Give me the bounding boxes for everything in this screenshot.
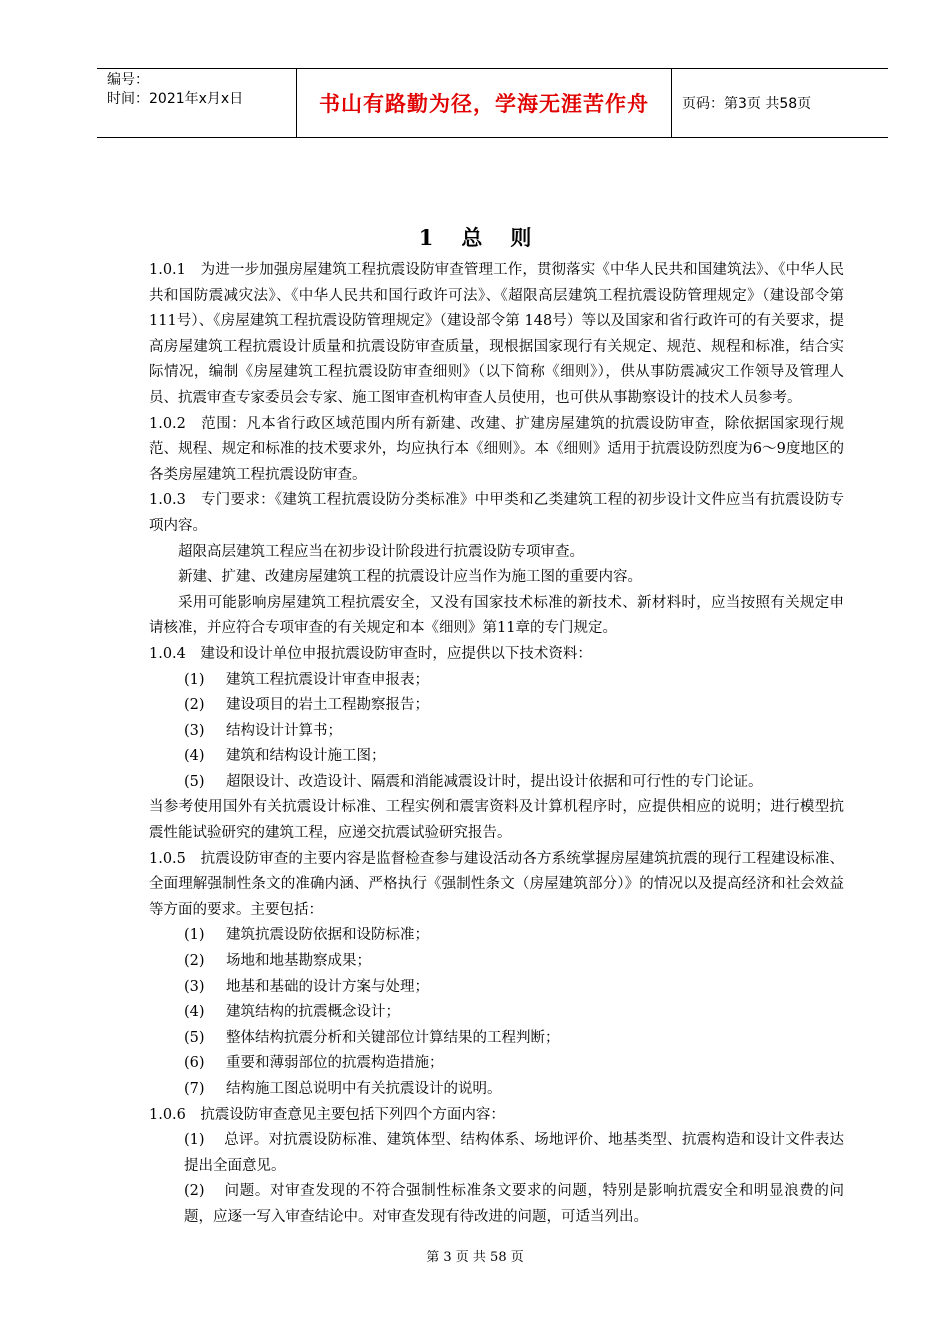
list-item: (1) 建筑工程抗震设计审查申报表； (184, 671, 429, 688)
list-item: (5) 整体结构抗震分析和关键部位计算结果的工程判断； (184, 1029, 560, 1046)
list-item: (3) 地基和基础的设计方案与处理； (184, 978, 429, 995)
clause-1-0-5: 1.0.5 抗震设防审查的主要内容是监督检查参与建设活动各方系统掌握房屋建筑抗震的现行工程建设标准、全面理解强制性条文的准确内涵、严格执行《强制性条文（房屋建筑部分）》的情况以及提高经济和社会效益等方面的要求。主要包括： (149, 850, 844, 918)
list-item: (4) 建筑和结构设计施工图； (184, 748, 386, 765)
chapter-title-char-1: 总 (461, 225, 483, 250)
chapter-title (0, 222, 950, 252)
list-item: (1) 建筑抗震设防依据和设防标准； (184, 927, 429, 944)
list-item: (5) 超限设计、改造设计、隔震和消能减震设计时，提出设计依据和可行性的专门论证。 (184, 773, 763, 790)
clause-1-0-1: 1.0.1 为进一步加强房屋建筑工程抗震设防审查管理工作，贯彻落实《中华人民共和国建筑法》、《中华人民共和国防震减灾法》、《中华人民共和国行政许可法》、《超限高层建筑工程抗震设防管理规定》（建设部令第111号）、《房屋建筑工程抗震设防管理规定》（建设部令第 148号）等以及国家和省行政许可的有关要求，提高房屋建筑工程抗震设计质量和抗震设防审查质量，现根据国家现行有关规定、规范、规程和标准，结合实际情况，编制《房屋建筑工程抗震设防审查细则》（以下简称《细则》），供从事防震减灾工作领导及管理人员、抗震审查专家委员会专家、施工图审查机构审查人员使用，也可供从事勘察设计的技术人员参考。 (149, 262, 844, 406)
list-item: (3) 结构设计计算书； (184, 722, 342, 739)
list-item: (2) 问题。对审查发现的不符合强制性标准条文要求的问题，特别是影响抗震安全和明显浪费的问题，应逐一写入审查结论中。对审查发现有待改进的问题，可适当列出。 (184, 1183, 844, 1225)
page-header (97, 68, 888, 138)
chapter-title-char-2: 则 (510, 225, 532, 250)
number-label: 编号： (107, 72, 149, 88)
list-item: (2) 场地和地基勘察成果； (184, 953, 371, 970)
list-item: (2) 建设项目的岩土工程勘察报告； (184, 697, 429, 714)
clause-1-0-3-para-a: 超限高层建筑工程应当在初步设计阶段进行抗震设防专项审查。 (178, 543, 584, 560)
document-body (149, 258, 844, 1231)
clause-1-0-2: 1.0.2 范围：凡本省行政区域范围内所有新建、改建、扩建房屋建筑的抗震设防审查，除依据国家现行规范、规程、规定和标准的技术要求外，均应执行本《细则》。本《细则》适用于抗震设防烈度为6～9度地区的各类房屋建筑工程抗震设防审查。 (149, 415, 844, 483)
list-item: (1) 总评。对抗震设防标准、建筑体型、结构体系、场地评价、地基类型、抗震构造和设计文件表达提出全面意见。 (184, 1132, 844, 1174)
time-label: 时间：2021年x月x日 (107, 91, 244, 107)
clause-1-0-3-para-b: 新建、扩建、改建房屋建筑工程的抗震设计应当作为施工图的重要内容。 (178, 569, 642, 586)
chapter-number: 1 (418, 225, 434, 250)
clause-1-0-3: 1.0.3 专门要求：《建筑工程抗震设防分类标准》中甲类和乙类建筑工程的初步设计文件应当有抗震设防专项内容。 (149, 492, 844, 534)
list-item: (4) 建筑结构的抗震概念设计； (184, 1004, 400, 1021)
clause-1-0-3-para-c: 采用可能影响房屋建筑工程抗震安全，又没有国家技术标准的新技术、新材料时，应当按照有关规定申请核准，并应符合专项审查的有关规定和本《细则》第11章的专门规定。 (149, 594, 844, 637)
header-meta (97, 69, 297, 137)
clause-1-0-6: 1.0.6 抗震设防审查意见主要包括下列四个方面内容： (149, 1106, 505, 1123)
header-motto: 书山有路勤为径，学海无涯苦作舟 (297, 69, 672, 137)
page-footer: 第 3 页 共 58 页 (426, 1250, 524, 1265)
header-page-info: 页码：第3页 共58页 (682, 96, 812, 112)
list-item: (6) 重要和薄弱部位的抗震构造措施； (184, 1055, 444, 1072)
clause-1-0-4-note: 当参考使用国外有关抗震设计标准、工程实例和震害资料及计算机程序时，应提供相应的说明；进行模型抗震性能试验研究的建筑工程，应递交抗震试验研究报告。 (149, 799, 844, 842)
list-item: (7) 结构施工图总说明中有关抗震设计的说明。 (184, 1081, 502, 1097)
clause-1-0-4: 1.0.4 建设和设计单位申报抗震设防审查时，应提供以下技术资料： (149, 645, 592, 662)
